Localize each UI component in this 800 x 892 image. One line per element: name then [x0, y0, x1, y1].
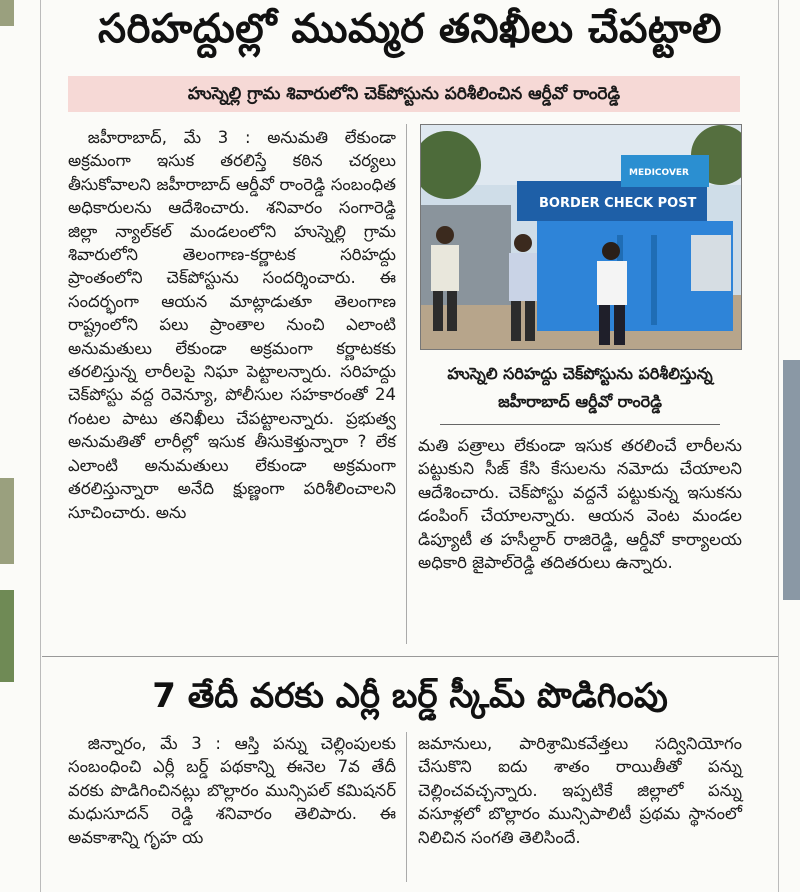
article-column-2	[418, 434, 742, 574]
article-body-text: జహీరాబాద్, మే 3 : అనుమతి లేకుండా అక్రమంగా ఇసుక తరలిస్తే కఠిన చర్యలు తీసుకోవాలని జహీరాబాద్ ఆర్డీవో రాంరెడ్డి సంబంధిత అధికారులను ఆదేశించారు. శనివారం సంగారెడ్డి జిల్లా న్యాల్‌కల్ మండలంలోని హుస్నెల్లి గ్రామ శివారులోని తెలంగాణ-కర్ణాటక సరిహద్దు ప్రాంతంలోని చెక్‌పోస్టును సందర్శించారు. ఈ సందర్భంగా ఆయన మాట్లాడుతూ తెలంగాణ రాష్ట్రంలోని పలు ప్రాంతాల నుంచి ఎలాంటి అనుమతులు లేకుండా అక్రమంగా కర్ణాటకకు తరలిస్తున్న లారీలపై నిఘా పెట్టాలన్నారు. సరిహద్దు చెక్‌పోస్టు వద్ద రెవెన్యూ, పోలీసుల సహకారంతో 24 గంటల పాటు తనిఖీలు చేపట్టాలన్నారు. ప్రభుత్వ అనుమతితో లారీల్లో ఇసుక తీసుకెళ్తున్నారా ? లేక ఎలాంటి అనుమతులు లేకుండా అక్రమంగా తరలిస్తున్నారా అనేది క్షుణ్ణంగా పరిశీలించాలని సూచించారు. అను	[68, 128, 396, 522]
article-column-2	[418, 732, 742, 849]
caption-rule	[440, 424, 720, 425]
checkpost-photo	[420, 124, 742, 350]
article-body-text: జమానులు, పారిశ్రామికవేత్తలు సద్వినియోగం చేసుకొని ఐదు శాతం రాయితీతో పన్ను చెల్లించవచ్చన్నారు. ఇప్పటికే జిల్లాలో పన్ను వసూళ్లలో బొల్లారం మున్సిపాలిటీ ప్రథమ స్థానంలో నిలిచిన సంగతి తెలిసిందే.	[418, 734, 742, 847]
photo-caption	[418, 360, 742, 416]
column-divider	[406, 732, 407, 882]
caption-line: హుస్నెలి సరిహద్దు చెక్‌పోస్టును పరిశీలిస్తున్న	[447, 364, 713, 383]
cropped-photo	[783, 360, 800, 600]
cropped-photo	[0, 478, 14, 564]
left-adjacent-column	[0, 0, 41, 892]
checkpost-sign-text: BORDER CHECK POST	[539, 196, 697, 211]
article-headline: 7 తేదీ వరకు ఎర్లీ బర్డ్ స్కీమ్ పొడిగింపు	[152, 676, 668, 716]
article-divider	[42, 656, 778, 657]
article-subheadline: హుస్నెల్లి గ్రామ శివారులోని చెక్‌పోస్టును పరిశీలించిన ఆర్డీవో రాంరెడ్డి	[68, 76, 740, 112]
cropped-photo	[0, 590, 14, 682]
article-body-text: మతి పత్రాలు లేకుండా ఇసుక తరలించే లారీలను పట్టుకుని సీజ్ కేసి కేసులను నమోదు చేయాలని ఆదేశించారు. చెక్‌పోస్టు వద్దనే పట్టుకున్న ఇసుకను డంపింగ్ చేయాలన్నారు. ఆయన వెంట మండల డిప్యూటీ త హసీల్దార్ రాజిరెడ్డి, ఆర్డీవో కార్యాలయ అధికారి జైపాల్‌రెడ్డి తదితరులు ఉన్నారు.	[418, 436, 742, 573]
banner-text: MEDICOVER	[629, 168, 689, 178]
article-column-1	[68, 126, 396, 524]
article-headline: సరిహద్దుల్లో ముమ్మర తనిఖీలు చేపట్టాలి	[98, 6, 722, 52]
article-body-text: జిన్నారం, మే 3 : ఆస్తి పన్ను చెల్లింపులకు సంబంధించి ఎర్లీ బర్డ్ పథకాన్ని ఈనెల 7వ తేదీ వరకు పొడిగించినట్లు బొల్లారం మున్సిపల్ కమిషనర్ మధుసూదన్ రెడ్డి శనివారం తెలిపారు. ఈ అవకాశాన్ని గృహ య	[68, 734, 396, 847]
cropped-photo	[0, 0, 14, 26]
right-adjacent-column	[778, 0, 800, 892]
caption-line: జహీరాబాద్ ఆర్డీవో రాంరెడ్డి	[498, 392, 662, 411]
article-column-1	[68, 732, 396, 849]
column-divider	[406, 124, 407, 644]
